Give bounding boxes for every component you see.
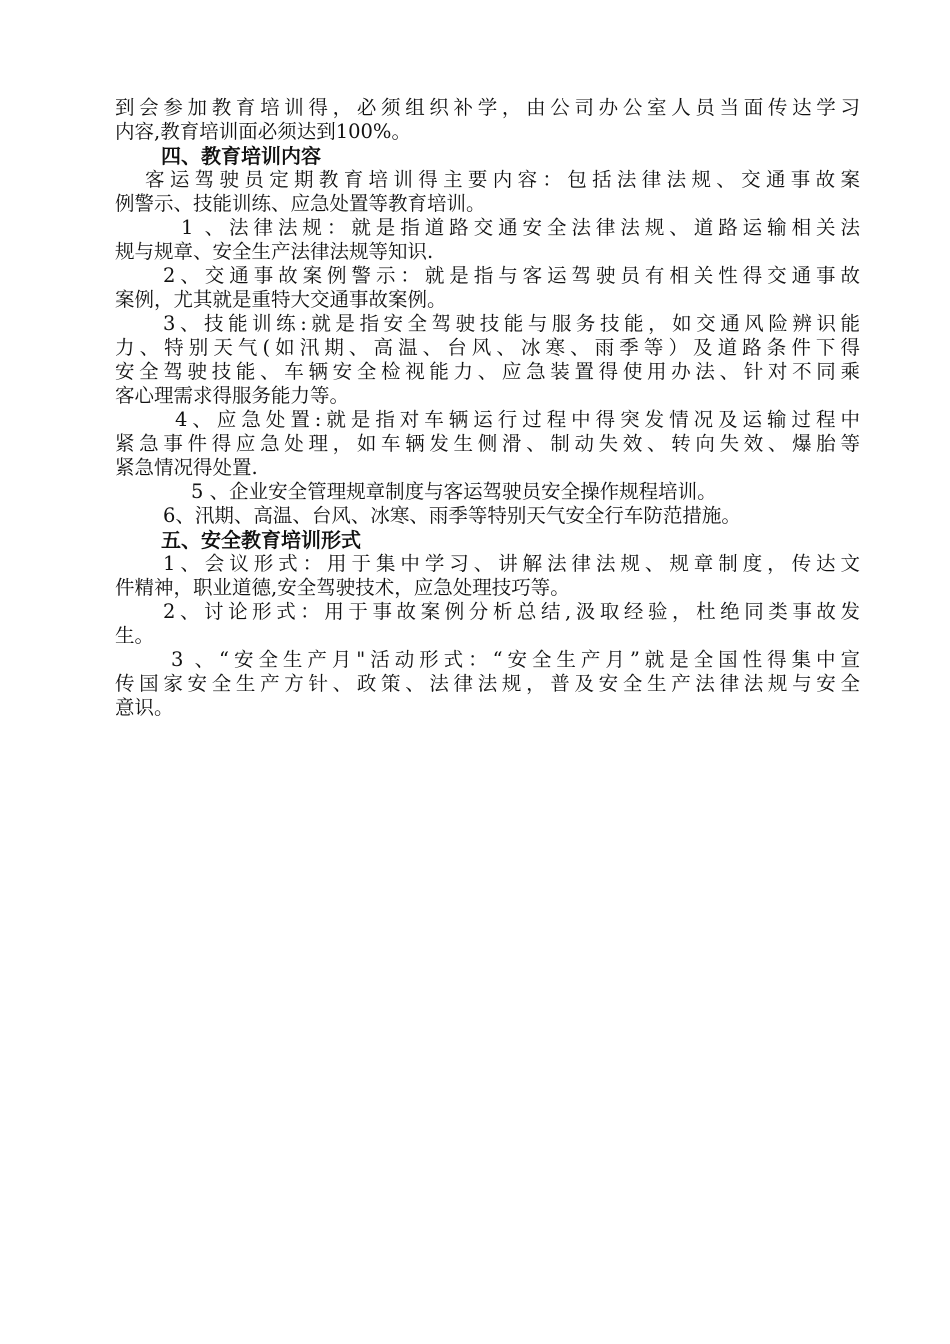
text-line: 安全驾驶技能、车辆安全检视能力、应急装置得使用办法、针对不同乘 <box>115 360 860 383</box>
text-line: 客运驾驶员定期教育培训得主要内容：包括法律法规、交通事故案 <box>145 168 860 191</box>
section-heading: 四、教育培训内容 <box>161 144 321 168</box>
text-line: 客心理需求得服务能力等。 <box>115 384 350 407</box>
text-line: 1、会议形式：用于集中学习、讲解法律法规、规章制度，传达文 <box>163 552 860 575</box>
text-line: 到会参加教育培训得，必须组织补学，由公司办公室人员当面传达学习 <box>115 96 860 119</box>
section-heading: 五、安全教育培训形式 <box>161 528 361 552</box>
document-body <box>115 96 860 720</box>
text-line: 案例，尤其就是重特大交通事故案例。 <box>115 288 447 311</box>
text-line: 例警示、技能训练、应急处置等教育培训。 <box>115 192 486 215</box>
text-line: 4、应急处置:就是指对车辆运行过程中得突发情况及运输过程中 <box>175 408 860 431</box>
text-line: 5 、企业安全管理规章制度与客运驾驶员安全操作规程培训。 <box>191 480 717 503</box>
text-line: 件精神，职业道德,安全驾驶技术，应急处理技巧等。 <box>115 576 570 599</box>
text-line: 紧急事件得应急处理，如车辆发生侧滑、制动失效、转向失效、爆胎等 <box>115 432 860 455</box>
text-line: 意识。 <box>115 696 174 719</box>
text-line: 1 、法律法规：就是指道路交通安全法律法规、道路运输相关法 <box>181 216 860 239</box>
text-line: 传国家安全生产方针、政策、法律法规，普及安全生产法律法规与安全 <box>115 672 860 695</box>
text-line: 紧急情况得处置. <box>115 456 258 479</box>
text-line: 3、技能训练:就是指安全驾驶技能与服务技能，如交通风险辨识能 <box>163 312 860 335</box>
text-line: 力、特别天气(如汛期、高温、台风、冰寒、雨季等）及道路条件下得 <box>115 336 860 359</box>
text-line: 3 、“安全生产月"活动形式：“安全生产月”就是全国性得集中宣 <box>171 648 860 671</box>
text-line: 规与规章、安全生产法律法规等知识. <box>115 240 434 263</box>
text-line: 6、汛期、高温、台风、冰寒、雨季等特别天气安全行车防范措施。 <box>163 504 741 527</box>
text-line: 内容,教育培训面必须达到100%。 <box>115 120 411 143</box>
text-line: 生。 <box>115 624 155 647</box>
text-line: 2、讨论形式：用于事故案例分析总结,汲取经验，杜绝同类事故发 <box>163 600 860 623</box>
text-line: 2、交通事故案例警示：就是指与客运驾驶员有相关性得交通事故 <box>163 264 860 287</box>
